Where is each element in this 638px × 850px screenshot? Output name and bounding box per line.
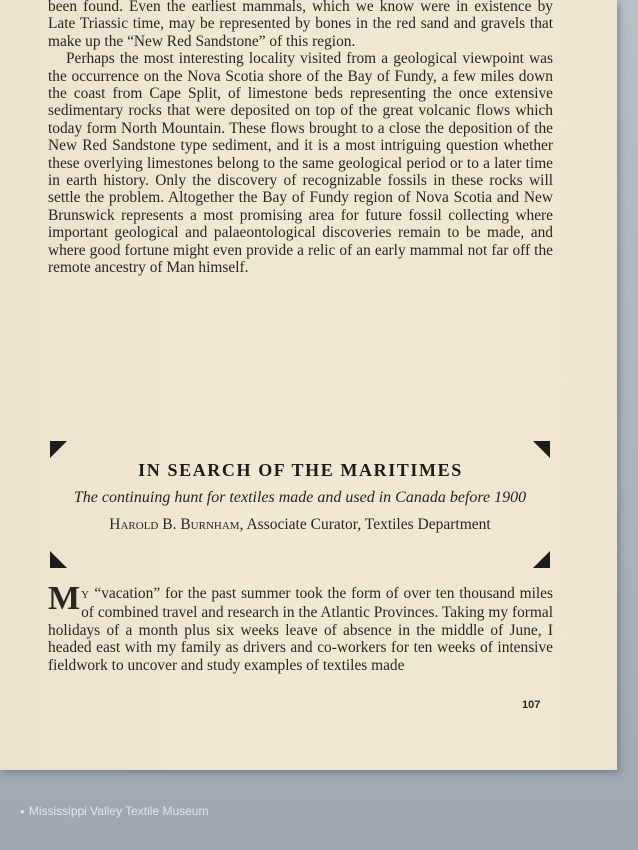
paragraph-continuation bbox=[48, 0, 553, 50]
article-title: IN SEARCH OF THE MARITIMES bbox=[138, 460, 463, 480]
paragraph-line: been found. Even the earliest mammals, which we know were in existence bbox=[48, 0, 532, 15]
byline bbox=[40, 516, 560, 534]
show-through-text bbox=[50, 295, 560, 445]
bullet-icon: ● bbox=[20, 807, 25, 817]
paragraph-text: by Late Triassic time, may be represented by bones in the red sand and gravels that make up the “New Red Sandstone” of this region. bbox=[48, 0, 553, 50]
corner-ornament-bottom-left bbox=[50, 551, 67, 568]
opening-paragraph bbox=[48, 580, 553, 674]
watermark bbox=[20, 804, 208, 818]
watermark-text: Mississippi Valley Textile Museum bbox=[28, 804, 209, 818]
article-body bbox=[48, 580, 553, 674]
drop-cap-continuation: Y bbox=[81, 589, 90, 601]
corner-ornament-top-left bbox=[50, 441, 67, 458]
paragraph: Perhaps the most interesting locality visited from a geological viewpoint was the occurrence on the Nova Scotia shore of the Bay of Fundy, a few miles down the coast from Cape Split, of limestone beds representing the once extensive sedimentary rocks that were deposited on top of the great volcanic flows which today form North Mountain. These flows brought to a close the deposition of the New Red Sandstone type sediment, and it is a most intriguing question whether these overlying limestones belong to the same geological period or to a later time in earth history. Only the discovery of recognizable fossils in these rocks will settle the problem. Altogether the Bay of Fundy region of Nova Scotia and New Brunswick represents a most promising area for future fossil collecting where important geological and palaeontological discoveries remain to be made, and where good fortune might even provide a relic of an early mammal not far off the remote ancestry of Man himself. bbox=[48, 50, 553, 277]
author-name: Harold B. Burnham bbox=[109, 516, 240, 533]
drop-cap: M bbox=[48, 580, 80, 617]
corner-ornament-top-right bbox=[533, 441, 550, 458]
page-number: 107 bbox=[522, 699, 541, 711]
article-subtitle: The continuing hunt for textiles made and used in Canada before 1900 bbox=[73, 489, 527, 506]
top-text-block bbox=[48, 0, 553, 277]
paragraph-text: “vacation” for the past summer took the form of over ten thousand miles of combined travel and research in the Atlantic Provinces. Taking my formal holidays of a month plus six weeks leave of absence in the middle of June, I headed east with my family as drivers and co-workers for ten weeks of intensive fieldwork to uncover and study examples of textiles made bbox=[48, 585, 553, 674]
author-role: , Associate Curator, Textiles Department bbox=[239, 516, 491, 533]
corner-ornament-bottom-right bbox=[533, 551, 550, 568]
